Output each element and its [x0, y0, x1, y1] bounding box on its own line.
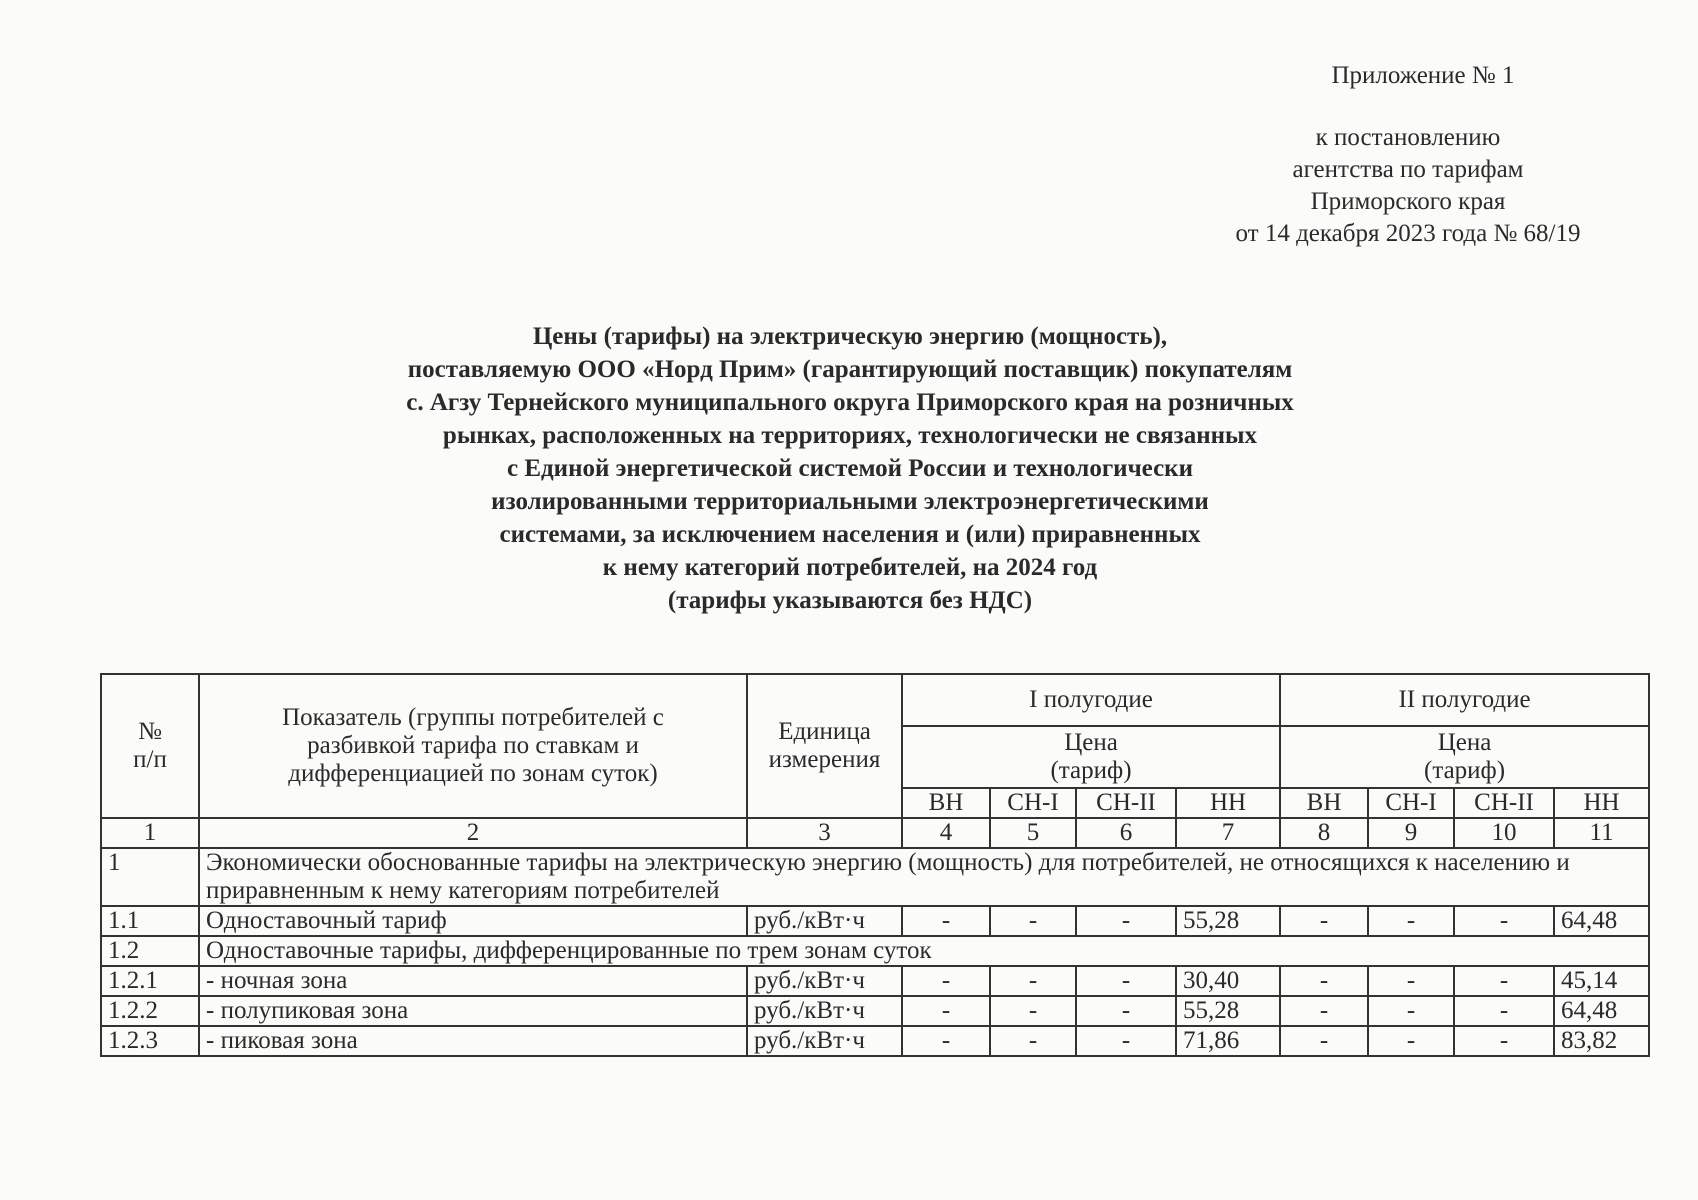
header-price-2: Цена (тариф) — [1280, 726, 1649, 788]
section-text: Экономически обоснованные тарифы на электрическую энергию (мощность) для потребителей, не относящихся к населению и приравненным к нему категориям потребителей — [199, 848, 1649, 906]
cell-value: 55,28 — [1176, 996, 1280, 1026]
column-number: 9 — [1368, 818, 1454, 848]
cell-value: - — [902, 1026, 990, 1056]
cell-value: 45,14 — [1554, 966, 1649, 996]
cell-value: - — [1454, 906, 1554, 936]
row-number: 1.2.2 — [101, 996, 199, 1026]
column-number: 7 — [1176, 818, 1280, 848]
row-unit: руб./кВт·ч — [747, 966, 902, 996]
row-name: Одноставочный тариф — [199, 906, 747, 936]
row-number: 1.2.3 — [101, 1026, 199, 1056]
title-line: к нему категорий потребителей, на 2024 год — [602, 554, 1098, 581]
cell-value: - — [1280, 996, 1368, 1026]
cell-value: - — [990, 906, 1076, 936]
row-unit: руб./кВт·ч — [747, 906, 902, 936]
title-line: системами, за исключением населения и (или) приравненных — [499, 521, 1201, 548]
title-line: рынках, расположенных на территориях, технологически не связанных — [442, 422, 1258, 449]
tariffs-table — [100, 673, 1650, 1057]
row-name: - пиковая зона — [199, 1026, 747, 1056]
cell-value: - — [1454, 996, 1554, 1026]
annex-title: Приложение № 1 — [1331, 62, 1515, 89]
cell-value: - — [1076, 1026, 1176, 1056]
cell-value: - — [1368, 966, 1454, 996]
level-sn2: СН-II — [1454, 788, 1554, 818]
cell-value: - — [1076, 906, 1176, 936]
cell-value: 64,48 — [1554, 996, 1649, 1026]
header-row-1 — [101, 674, 1649, 726]
cell-value: - — [1368, 906, 1454, 936]
level-nn: НН — [1554, 788, 1649, 818]
title-line: изолированными территориальными электроэнергетическими — [491, 488, 1209, 515]
cell-value: - — [1368, 1026, 1454, 1056]
column-number: 8 — [1280, 818, 1368, 848]
cell-value: 71,86 — [1176, 1026, 1280, 1056]
cell-value: 83,82 — [1554, 1026, 1649, 1056]
column-number: 3 — [747, 818, 902, 848]
column-number: 6 — [1076, 818, 1176, 848]
section-row — [101, 848, 1649, 906]
row-number: 1.2 — [101, 936, 199, 966]
table-row — [101, 1026, 1649, 1056]
annex-line: агентства по тарифам — [1292, 156, 1524, 183]
column-number: 5 — [990, 818, 1076, 848]
header-half1: I полугодие — [902, 674, 1280, 726]
column-number: 10 — [1454, 818, 1554, 848]
level-vn: ВН — [902, 788, 990, 818]
cell-value: - — [902, 996, 990, 1026]
table-row — [101, 996, 1649, 1026]
cell-value: - — [902, 906, 990, 936]
row-name: - полупиковая зона — [199, 996, 747, 1026]
annex-line: к постановлению — [1315, 124, 1501, 151]
cell-value: 64,48 — [1554, 906, 1649, 936]
row-number: 1.2.1 — [101, 966, 199, 996]
annex-line: Приморского края — [1310, 188, 1506, 215]
annex-line: от 14 декабря 2023 года № 68/19 — [1235, 220, 1581, 247]
zones-section-row — [101, 936, 1649, 966]
level-sn1: СН-I — [1368, 788, 1454, 818]
level-vn: ВН — [1280, 788, 1368, 818]
title-line: поставляемую ООО «Норд Прим» (гарантирующий поставщик) покупателям — [407, 356, 1293, 383]
row-number: 1 — [101, 848, 199, 906]
title-line: (тарифы указываются без НДС) — [667, 587, 1033, 614]
table-row — [101, 906, 1649, 936]
level-sn1: СН-I — [990, 788, 1076, 818]
row-unit: руб./кВт·ч — [747, 1026, 902, 1056]
section-text: Одноставочные тарифы, дифференцированные по трем зонам суток — [199, 936, 1649, 966]
header-half2: II полугодие — [1280, 674, 1649, 726]
row-number: 1.1 — [101, 906, 199, 936]
cell-value: - — [990, 996, 1076, 1026]
level-sn2: СН-II — [1076, 788, 1176, 818]
header-num: № п/п — [101, 674, 199, 818]
cell-value: - — [1076, 996, 1176, 1026]
cell-value: - — [1280, 966, 1368, 996]
title-line: с. Агзу Тернейского муниципального округа Приморского края на розничных — [406, 389, 1294, 416]
header-unit: Единица измерения — [747, 674, 902, 818]
column-number: 4 — [902, 818, 990, 848]
cell-value: - — [1280, 906, 1368, 936]
header-price-1: Цена (тариф) — [902, 726, 1280, 788]
cell-value: - — [1454, 1026, 1554, 1056]
table-row — [101, 966, 1649, 996]
row-name: - ночная зона — [199, 966, 747, 996]
cell-value: - — [1076, 966, 1176, 996]
cell-value: - — [990, 1026, 1076, 1056]
title-line: Цены (тарифы) на электрическую энергию (мощность), — [532, 323, 1168, 350]
cell-value: - — [990, 966, 1076, 996]
header-indicator: Показатель (группы потребителей с разбивкой тарифа по ставкам и дифференциацией по зонам суток) — [199, 674, 747, 818]
annex-block — [1208, 60, 1608, 250]
level-nn: НН — [1176, 788, 1280, 818]
cell-value: 55,28 — [1176, 906, 1280, 936]
row-unit: руб./кВт·ч — [747, 996, 902, 1026]
document-title — [300, 320, 1400, 617]
cell-value: - — [1368, 996, 1454, 1026]
column-number: 11 — [1554, 818, 1649, 848]
column-number: 1 — [101, 818, 199, 848]
cell-value: - — [902, 966, 990, 996]
cell-value: 30,40 — [1176, 966, 1280, 996]
cell-value: - — [1454, 966, 1554, 996]
column-number: 2 — [199, 818, 747, 848]
title-line: с Единой энергетической системой России и технологически — [507, 455, 1193, 482]
cell-value: - — [1280, 1026, 1368, 1056]
column-numbers-row — [101, 818, 1649, 848]
